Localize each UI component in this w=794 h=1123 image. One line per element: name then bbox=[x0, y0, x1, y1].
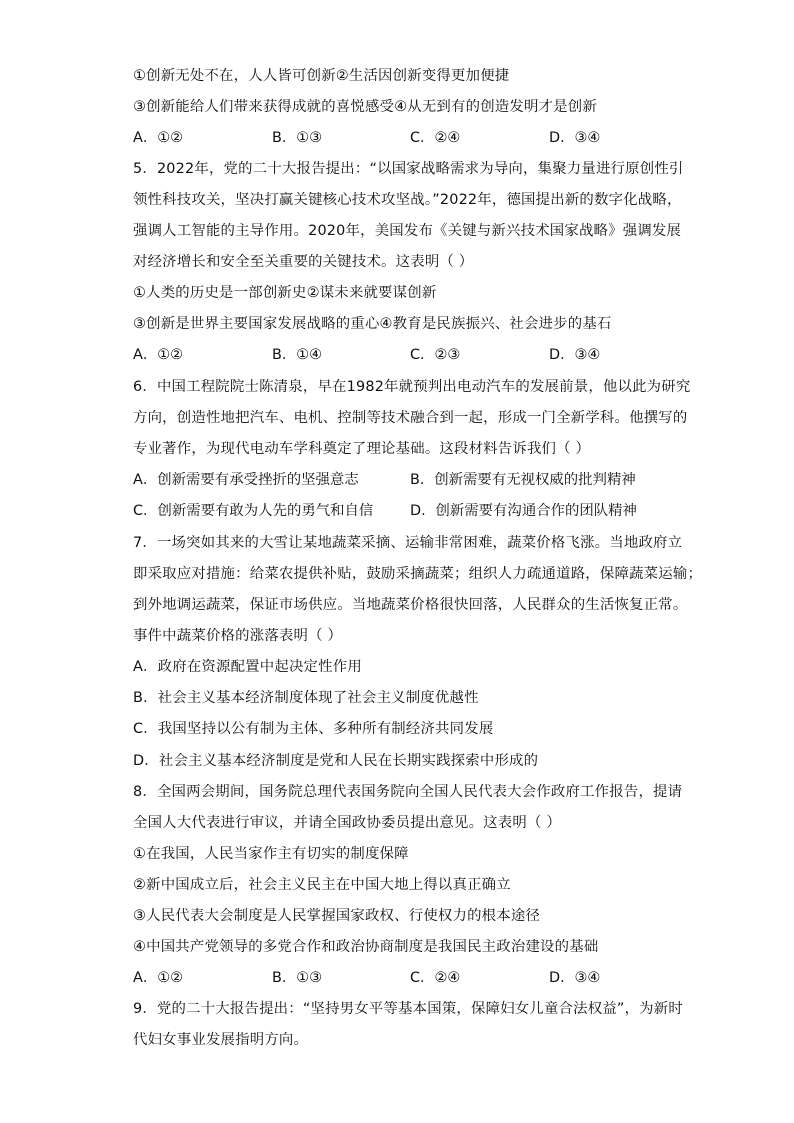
question-5-stem-line-2: 领性科技攻关，坚决打赢关键核心技术攻坚战。”2022年，德国提出新的数字化战略， bbox=[133, 192, 682, 208]
question-9-stem-line-1: 9．党的二十大报告提出：“坚持男女平等基本国策，保障妇女儿童合法权益”，为新时 bbox=[133, 1001, 683, 1017]
question-5-stem-line-3: 强调人工智能的主导作用。2020年，美国发布《关键与新兴技术国家战略》强调发展 bbox=[133, 223, 682, 239]
question-7-option-c: C．我国坚持以公有制为主体、多种所有制经济共同发展 bbox=[133, 721, 494, 737]
question-8-statement-3: ③人民代表大会制度是人民掌握国家政权、行使权力的根本途径 bbox=[133, 908, 541, 924]
question-6-option-a: A．创新需要有承受挫折的坚强意志 bbox=[133, 472, 359, 488]
question-7-option-d: D．社会主义基本经济制度是党和人民在长期实践探索中形成的 bbox=[133, 753, 539, 769]
question-5-option-b: B．①④ bbox=[272, 347, 323, 363]
question-5-option-d: D．③④ bbox=[549, 347, 601, 363]
question-8-option-a: A．①② bbox=[133, 970, 184, 986]
question-6-stem-line-3: 专业著作，为现代电动车学科奠定了理论基础。这段材料告诉我们（ ） bbox=[133, 441, 591, 457]
question-6-option-d: D．创新需要有沟通合作的团队精神 bbox=[410, 503, 637, 519]
question-5-option-c: C．②③ bbox=[410, 347, 461, 363]
question-8-statement-4: ④中国共产党领导的多党合作和政治协商制度是我国民主政治建设的基础 bbox=[133, 939, 599, 955]
question-8-option-d: D．③④ bbox=[549, 970, 601, 986]
question-7-option-b: B．社会主义基本经济制度体现了社会主义制度优越性 bbox=[133, 690, 479, 706]
question-4-option-a: A．①② bbox=[133, 130, 184, 146]
question-6-stem-line-1: 6．中国工程院院士陈清泉，早在1982年就预判出电动汽车的发展前景，他以此为研究 bbox=[133, 379, 691, 395]
question-8-option-b: B．①③ bbox=[272, 970, 323, 986]
question-4-option-b: B．①③ bbox=[272, 130, 323, 146]
question-7-option-a: A．政府在资源配置中起决定性作用 bbox=[133, 659, 362, 675]
question-4-statement-3-4: ③创新能给人们带来获得成就的喜悦感受④从无到有的创造发明才是创新 bbox=[133, 99, 597, 115]
question-8-stem-line-1: 8．全国两会期间，国务院总理代表国务院向全国人民代表大会作政府工作报告，提请 bbox=[133, 784, 683, 800]
question-7-stem-line-1: 7．一场突如其来的大雪让某地蔬菜采摘、运输非常困难，蔬菜价格飞涨。当地政府立 bbox=[133, 535, 683, 551]
question-7-stem-line-4: 事件中蔬菜价格的涨落表明（ ） bbox=[133, 628, 343, 644]
question-7-stem-line-2: 即采取应对措施：给菜农提供补贴，鼓励采摘蔬菜；组织人力疏通道路，保障蔬菜运输； bbox=[133, 566, 703, 582]
question-4-option-c: C．②④ bbox=[410, 130, 461, 146]
question-8-statement-1: ①在我国，人民当家作主有切实的制度保障 bbox=[133, 846, 409, 862]
question-4-option-d: D．③④ bbox=[549, 130, 601, 146]
question-7-stem-line-3: 到外地调运蔬菜，保证市场供应。当地蔬菜价格很快回落，人民群众的生活恢复正常。 bbox=[133, 597, 688, 613]
question-5-statement-3-4: ③创新是世界主要国家发展战略的重心④教育是民族振兴、社会进步的基石 bbox=[133, 316, 612, 332]
question-8-stem-line-2: 全国人大代表进行审议，并请全国政协委员提出意见。这表明（ ） bbox=[133, 815, 561, 831]
question-5-stem-line-1: 5．2022年，党的二十大报告提出：“以国家战略需求为导向，集聚力量进行原创性引 bbox=[133, 161, 684, 177]
question-8-option-c: C．②④ bbox=[410, 970, 461, 986]
question-4-statement-1-2: ①创新无处不在，人人皆可创新②生活因创新变得更加便捷 bbox=[133, 68, 510, 84]
question-9-stem-line-2: 代妇女事业发展指明方向。 bbox=[133, 1032, 309, 1048]
question-5-statement-1-2: ①人类的历史是一部创新史②谋未来就要谋创新 bbox=[133, 285, 437, 301]
question-6-stem-line-2: 方向，创造性地把汽车、电机、控制等技术融合到一起，形成一门全新学科。他撰写的 bbox=[133, 410, 688, 426]
question-8-statement-2: ②新中国成立后，社会主义民主在中国大地上得以真正确立 bbox=[133, 877, 511, 893]
question-6-option-c: C．创新需要有敢为人先的勇气和自信 bbox=[133, 503, 374, 519]
question-5-stem-line-4: 对经济增长和安全至关重要的关键技术。这表明（ ） bbox=[133, 254, 474, 270]
question-6-option-b: B．创新需要有无视权威的批判精神 bbox=[410, 472, 636, 488]
question-5-option-a: A．①② bbox=[133, 347, 184, 363]
